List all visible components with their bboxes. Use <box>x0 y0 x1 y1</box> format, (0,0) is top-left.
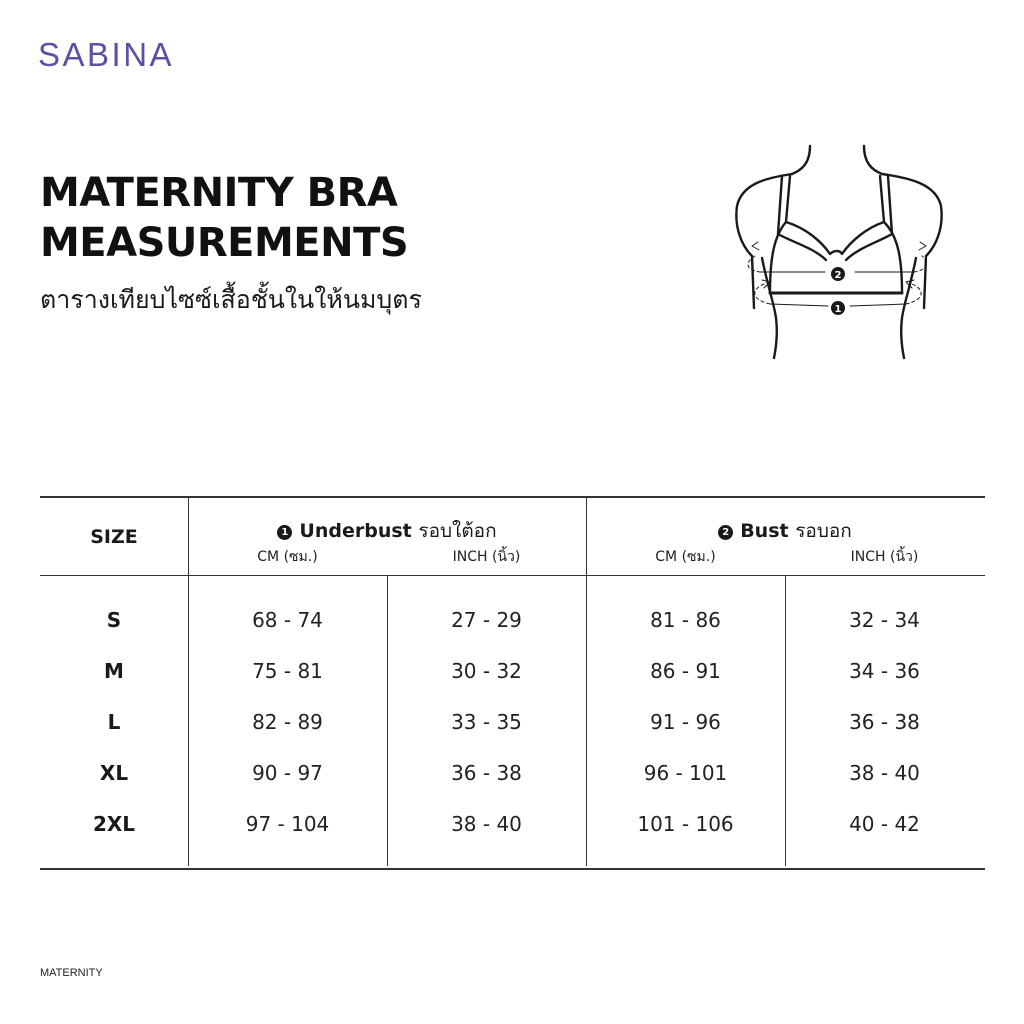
bust-inch-label: INCH (นิ้ว) <box>850 549 919 565</box>
underbust-number-icon: 1 <box>277 525 292 540</box>
size-chart-table <box>40 496 985 870</box>
bust-cm-cell: 101 - 106 <box>637 812 734 836</box>
underbust-title-thai: รอบใต้อก <box>418 520 497 542</box>
underbust-inch-cell: 36 - 38 <box>451 761 522 785</box>
underbust-cm-cell: 68 - 74 <box>252 608 323 632</box>
underbust-inch-cell: 33 - 35 <box>451 710 522 734</box>
bust-inch-cell: 34 - 36 <box>849 659 920 683</box>
marker-1-label: 1 <box>834 304 842 315</box>
bust-inch-cell: 32 - 34 <box>849 608 920 632</box>
bust-header <box>586 516 984 546</box>
underbust-cm-label: CM (ซม.) <box>257 549 318 565</box>
bust-cm-cell: 96 - 101 <box>643 761 728 785</box>
underbust-title: Underbust <box>299 520 412 542</box>
underbust-header <box>188 516 586 546</box>
title-line-2: MEASUREMENTS <box>40 220 409 266</box>
bust-inch-cell: 38 - 40 <box>849 761 920 785</box>
size-cell: M <box>104 659 124 683</box>
underbust-cm-cell: 82 - 89 <box>252 710 323 734</box>
size-cell: XL <box>99 761 129 785</box>
bust-cm-cell: 86 - 91 <box>650 659 721 683</box>
size-cell: L <box>107 710 121 734</box>
bust-inch-cell: 40 - 42 <box>849 812 920 836</box>
underbust-cm-cell: 90 - 97 <box>252 761 323 785</box>
marker-2-label: 2 <box>834 270 842 281</box>
underbust-cm-cell: 75 - 81 <box>252 659 323 683</box>
underbust-inch-cell: 30 - 32 <box>451 659 522 683</box>
page-subtitle: ตารางเทียบไซซ์เสื้อชั้นในให้นมบุตร <box>40 285 422 314</box>
bust-cm-label: CM (ซม.) <box>655 549 716 565</box>
bra-measurement-illustration <box>730 138 950 363</box>
underbust-inch-label: INCH (นิ้ว) <box>452 549 521 565</box>
underbust-inch-cell: 27 - 29 <box>451 608 522 632</box>
size-column-header: SIZE <box>90 526 138 548</box>
bust-cm-cell: 81 - 86 <box>650 608 721 632</box>
bust-title: Bust <box>740 520 789 542</box>
bust-cm-cell: 91 - 96 <box>650 710 721 734</box>
underbust-inch-cell: 38 - 40 <box>451 812 522 836</box>
brand-logo: SABINA <box>38 36 175 73</box>
footer-label: MATERNITY <box>40 967 103 979</box>
title-line-1: MATERNITY BRA <box>40 170 398 216</box>
page-title <box>40 168 408 268</box>
size-cell: 2XL <box>92 812 136 836</box>
size-cell: S <box>106 608 122 632</box>
underbust-cm-cell: 97 - 104 <box>245 812 330 836</box>
bust-number-icon: 2 <box>718 525 733 540</box>
bust-title-thai: รอบอก <box>795 520 852 542</box>
bust-inch-cell: 36 - 38 <box>849 710 920 734</box>
